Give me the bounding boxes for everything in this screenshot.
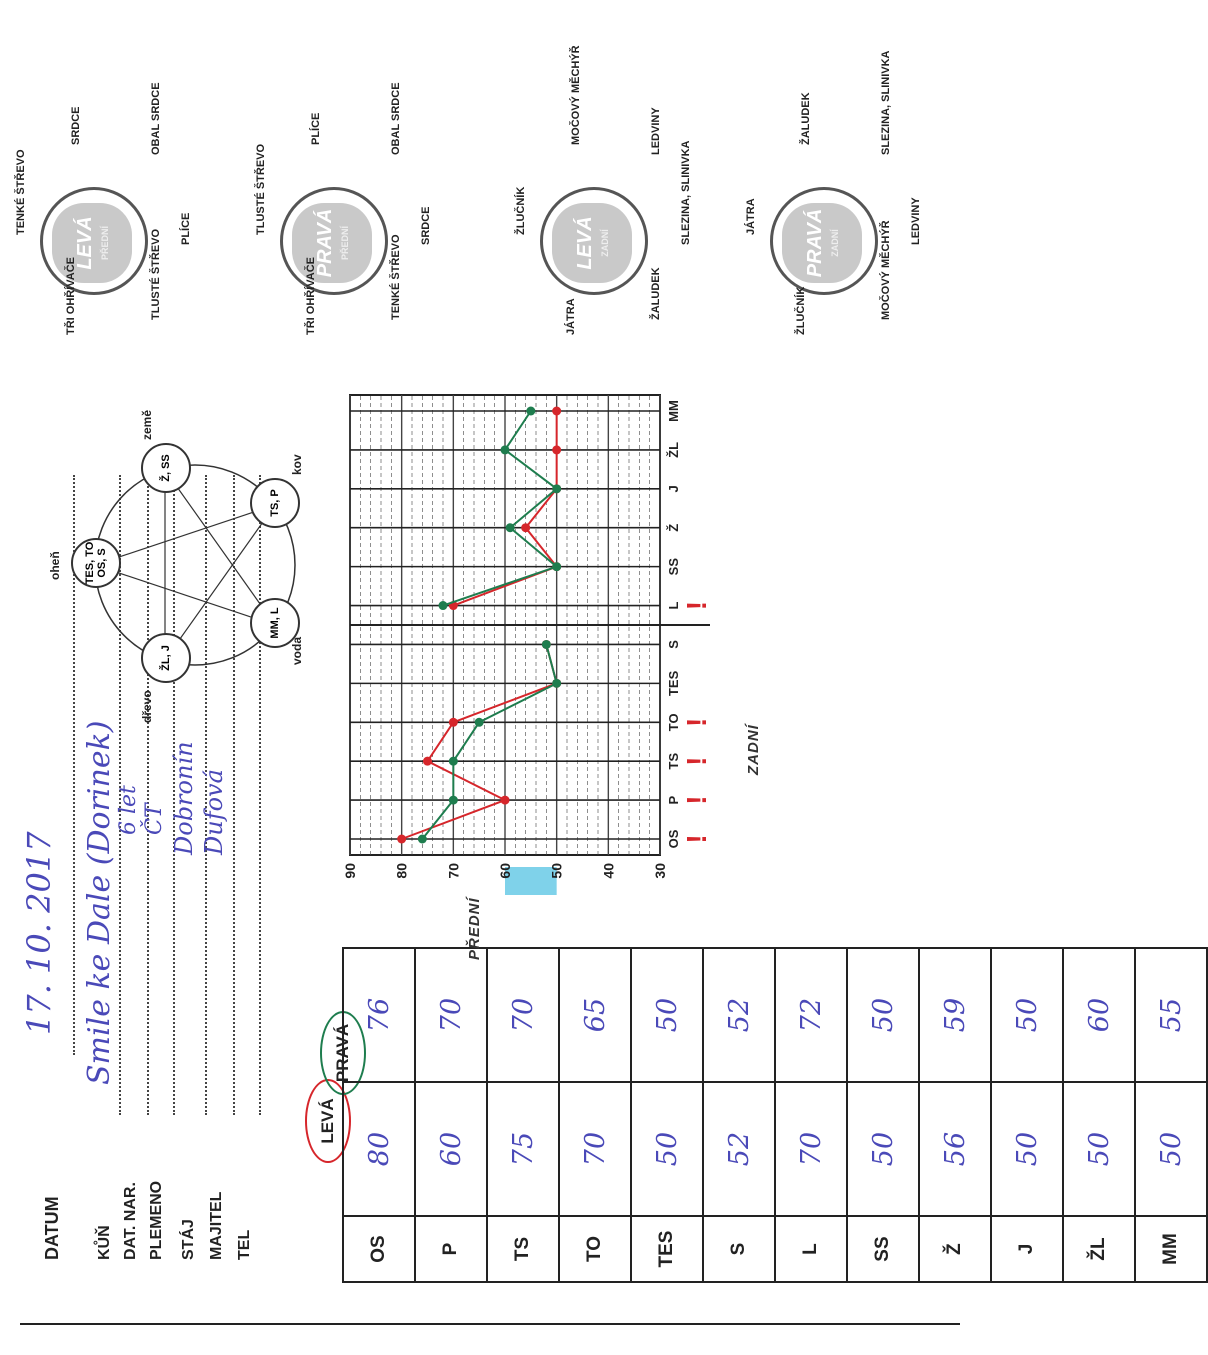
metal-label: kov [290,454,304,475]
breed-label: PLEMENO [148,1180,165,1260]
left-value-cell: 56 [919,1082,991,1216]
organ-label: TLUSTÉ ŠTŘEVO [255,143,267,235]
front-section-label: PŘEDNÍ [466,897,483,960]
right-value-cell: 52 [703,948,775,1082]
y-tick-label: 70 [445,863,462,879]
wheel-sub: ZADNÍ [600,229,610,257]
data-point [449,757,458,766]
organ-label: SLEZINA, SLINIVKA [880,50,892,155]
right-value-cell: 50 [631,948,703,1082]
tick-label: P [666,795,681,805]
row-key-cell: OS [343,1216,415,1282]
metal-node: TS, P [250,478,300,528]
left-value-cell: 50 [847,1082,919,1216]
wheel-name: PRAVÁ [314,208,336,278]
data-point [449,718,458,727]
breed-value: ČT [142,803,167,835]
left-value-cell: 75 [487,1082,559,1216]
y-tick-label: 30 [652,863,668,879]
organ-wheel [770,185,880,295]
right-value-cell: 55 [1135,948,1207,1082]
right-value-cell: 70 [415,948,487,1082]
tick-label: J [666,485,681,493]
stable-value: Dobronín [170,741,198,855]
organ-wheel [40,185,150,295]
table-row [415,948,487,1282]
row-key-cell: TS [487,1216,559,1282]
right-value-cell: 50 [991,948,1063,1082]
table-row [703,948,775,1282]
organ-label: OBAL SRDCE [390,82,402,155]
left-side-oval: LEVÁ [305,1079,351,1163]
row-key-cell: MM [1135,1216,1207,1282]
data-point [552,445,561,454]
table-row [1135,948,1207,1282]
organ-label: ŽLUČNÍK [795,286,807,335]
organ-wheel [280,185,390,295]
left-value-cell: 52 [703,1082,775,1216]
row-key-cell: P [415,1216,487,1282]
table-row [919,948,991,1282]
table-row [847,948,919,1282]
data-point [526,407,535,416]
table-row [487,948,559,1282]
table-row [343,948,415,1282]
row-key-cell: ŽL [1063,1216,1135,1282]
row-key-cell: J [991,1216,1063,1282]
organ-label: OBAL SRDCE [150,82,162,155]
tick-label: L [666,601,681,610]
exclamation-mark: ! [681,834,712,844]
wood-label: dřevo [140,690,154,723]
right-side-oval: PRAVÁ [320,1011,366,1095]
right-value-cell: 59 [919,948,991,1082]
tick-label: MM [666,400,681,422]
row-key-cell: TO [559,1216,631,1282]
organ-label: TŘI OHŘÍVAČE [65,256,77,335]
data-point [501,796,510,805]
organ-label: JÁTRA [745,198,757,235]
data-point [475,718,484,727]
data-point [423,757,432,766]
y-tick-label: 90 [342,863,358,879]
right-value-cell: 76 [343,948,415,1082]
data-point [449,796,458,805]
row-key-cell: Ž [919,1216,991,1282]
tick-label: SS [666,557,681,576]
right-value-cell: 60 [1063,948,1135,1082]
wheel-name: LEVÁ [74,216,96,270]
meridian-chart [330,375,730,915]
fire-label: oheň [48,551,62,580]
organ-label: TENKÉ ŠTŘEVO [15,149,27,235]
measurement-table [342,947,1208,1283]
organ-label: SLEZINA, SLINIVKA [680,140,692,245]
organ-label: PLÍCE [310,112,322,145]
tick-label: TES [666,670,681,697]
table-row [559,948,631,1282]
left-value-cell: 80 [343,1082,415,1216]
data-point [552,407,561,416]
owner-value: Dufová [200,769,228,855]
organ-label: TLUSTÉ ŠTŘEVO [150,228,162,320]
row-key-cell: TES [631,1216,703,1282]
left-value-cell: 70 [775,1082,847,1216]
wheel-sub: PŘEDNÍ [340,226,350,261]
organ-label: SRDCE [70,106,82,145]
organ-label: PLÍCE [180,212,192,245]
data-point [397,835,406,844]
water-node: MM, L [250,598,300,648]
organ-label: LEDVINY [910,197,922,245]
earth-node: Ž, SS [141,443,191,493]
y-tick-label: 40 [600,863,617,879]
row-key-cell: SS [847,1216,919,1282]
left-value-cell: 70 [559,1082,631,1216]
data-point [542,640,551,649]
tick-label: ŽL [666,441,681,458]
data-point [552,679,561,688]
horse-label: KŮŇ [96,1225,113,1260]
y-tick-label: 80 [393,863,410,879]
wheel-sub: ZADNÍ [830,229,840,257]
stable-label: STÁJ [180,1219,197,1260]
table-row [1063,948,1135,1282]
date-label: DATUM [42,1196,62,1260]
tick-label: TO [666,713,681,732]
wood-node: ŽL, J [141,633,191,683]
tick-label: Ž [666,523,681,532]
birth-label: DAT. NAR. [122,1182,139,1260]
exclamation-mark: ! [681,756,712,766]
fire-node: TES, TO OS, S [71,538,121,588]
wheel-sub: PŘEDNÍ [100,226,110,261]
data-point [439,601,448,610]
organ-label: TENKÉ ŠTŘEVO [390,234,402,320]
left-value-cell: 50 [1135,1082,1207,1216]
exclamation-mark: ! [681,600,712,611]
organ-label: SRDCE [420,206,432,245]
earth-label: země [140,409,154,440]
left-rule [20,1323,960,1325]
organ-label: ŽALUDEK [800,92,812,145]
tel-label: TEL [236,1229,253,1260]
organ-wheel [540,185,650,295]
left-value-cell: 50 [1063,1082,1135,1216]
exclamation-mark: ! [681,717,712,727]
right-value-cell: 70 [487,948,559,1082]
right-value-cell: 72 [775,948,847,1082]
date-value: 17. 10. 2017 [20,831,58,1035]
data-point [552,484,561,493]
owner-label: MAJITEL [208,1191,225,1260]
organ-label: ŽALUDEK [650,267,662,320]
birth-value: 6 let [116,785,141,835]
table-row [991,948,1063,1282]
table-row [631,948,703,1282]
left-value-cell: 60 [415,1082,487,1216]
row-key-cell: S [703,1216,775,1282]
water-label: voda [290,636,304,665]
left-value-cell: 50 [631,1082,703,1216]
data-point [418,835,427,844]
organ-label: TŘI OHŘÍVAČE [305,256,317,335]
table-row [775,948,847,1282]
organ-label: MOČOVÝ MĚCHÝŘ [880,220,892,320]
organ-label: LEDVINY [650,107,662,155]
wheel-name: PRAVÁ [804,208,826,278]
data-point [501,445,510,454]
tick-label: OS [666,829,681,849]
organ-label: MOČOVÝ MĚCHÝŘ [570,45,582,145]
organ-label: ŽLUČNÍK [515,186,527,235]
row-key-cell: L [775,1216,847,1282]
right-value-cell: 65 [559,948,631,1082]
y-tick-label: 50 [548,863,565,879]
y-tick-label: 60 [497,863,513,879]
tick-label: TS [666,752,681,770]
exclamation-mark: ! [681,795,712,805]
horse-value: Smile ke Dale (Dorinek) [82,720,117,1085]
tick-label: S [666,640,681,649]
data-point [506,523,515,532]
data-point [521,523,530,532]
right-value-cell: 50 [847,948,919,1082]
left-value-cell: 50 [991,1082,1063,1216]
data-point [552,562,561,571]
organ-label: JÁTRA [565,298,577,335]
wheel-name: LEVÁ [574,216,596,270]
rear-section-label: ZADNÍ [745,724,762,775]
